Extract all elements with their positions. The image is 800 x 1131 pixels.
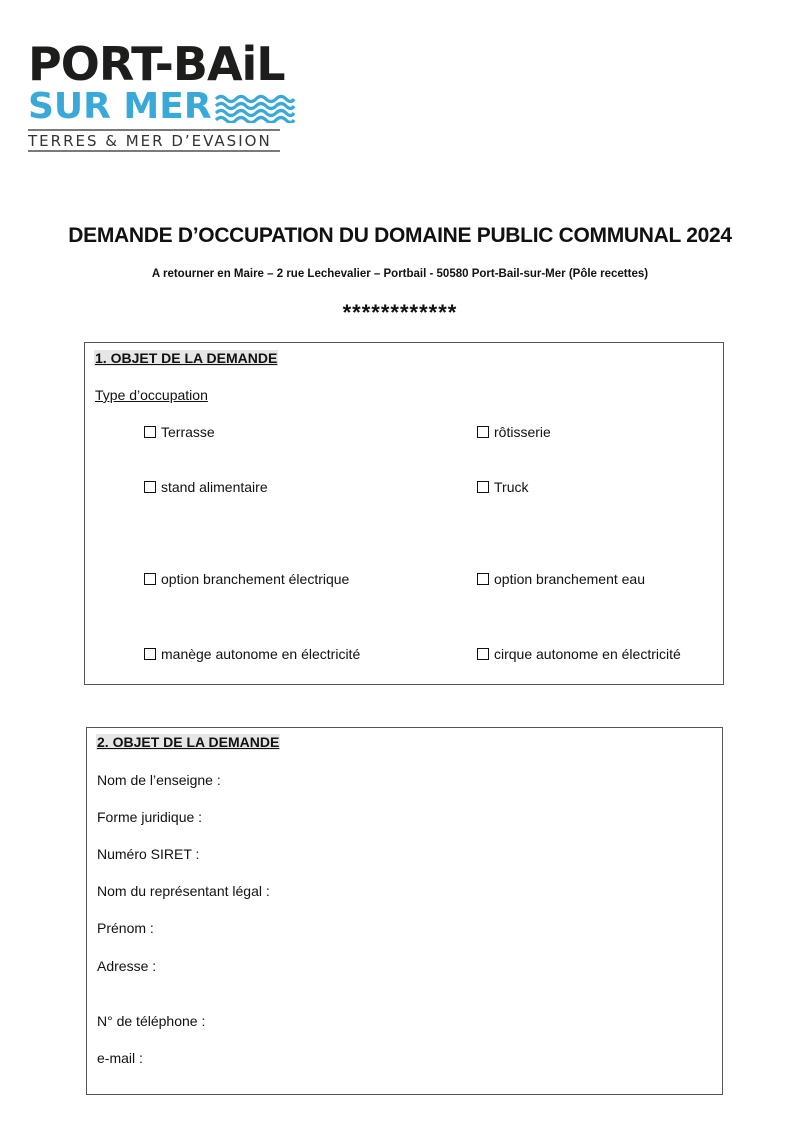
option-cirque-autonome[interactable] bbox=[477, 646, 681, 662]
checkbox-icon[interactable] bbox=[477, 426, 489, 438]
option-label: Truck bbox=[494, 479, 529, 495]
option-branchement-electrique[interactable] bbox=[144, 571, 349, 587]
option-label: stand alimentaire bbox=[161, 479, 268, 495]
option-label: rôtisserie bbox=[494, 424, 551, 440]
checkbox-icon[interactable] bbox=[477, 573, 489, 585]
option-label: manège autonome en électricité bbox=[161, 646, 361, 662]
option-rotisserie[interactable] bbox=[477, 424, 551, 440]
field-prenom: Prénom : bbox=[97, 920, 154, 936]
logo bbox=[28, 37, 288, 152]
field-nom-enseigne: Nom de l’enseigne : bbox=[97, 772, 221, 788]
logo-line-port-bail: PORT-BAiL bbox=[28, 37, 285, 91]
waves-icon bbox=[214, 93, 296, 123]
logo-line-sur-mer bbox=[28, 88, 288, 126]
checkbox-icon[interactable] bbox=[144, 481, 156, 493]
checkbox-icon[interactable] bbox=[477, 481, 489, 493]
option-terrasse[interactable] bbox=[144, 424, 215, 440]
section1-title: 1. OBJET DE LA DEMANDE bbox=[95, 350, 278, 366]
checkbox-icon[interactable] bbox=[144, 426, 156, 438]
section-occupation-type bbox=[84, 342, 724, 685]
section2-title: 2. OBJET DE LA DEMANDE bbox=[97, 734, 280, 750]
option-label: option branchement eau bbox=[494, 571, 645, 587]
logo-sur-mer-text: SUR MER bbox=[28, 86, 212, 127]
checkbox-icon[interactable] bbox=[144, 573, 156, 585]
option-manege-autonome[interactable] bbox=[144, 646, 360, 662]
section-applicant-info bbox=[86, 727, 723, 1095]
option-label: cirque autonome en électricité bbox=[494, 646, 681, 662]
option-label: option branchement électrique bbox=[161, 571, 350, 587]
checkbox-icon[interactable] bbox=[477, 648, 489, 660]
field-telephone: N° de téléphone : bbox=[97, 1013, 206, 1029]
document-title: DEMANDE D’OCCUPATION DU DOMAINE PUBLIC COMMUNAL 2024 bbox=[68, 224, 732, 247]
option-stand-alimentaire[interactable] bbox=[144, 479, 268, 495]
occupation-type-label: Type d’occupation bbox=[95, 387, 208, 403]
checkbox-icon[interactable] bbox=[144, 648, 156, 660]
separator-stars: ************ bbox=[342, 300, 458, 325]
field-forme-juridique: Forme juridique : bbox=[97, 809, 203, 825]
field-adresse: Adresse : bbox=[97, 958, 157, 974]
option-truck[interactable] bbox=[477, 479, 528, 495]
field-numero-siret: Numéro SIRET : bbox=[97, 846, 200, 862]
document-subtitle: A retourner en Maire – 2 rue Lechevalier – Portbail - 50580 Port-Bail-sur-Mer (Pôle recettes) bbox=[151, 268, 649, 280]
field-email: e-mail : bbox=[97, 1050, 143, 1066]
option-branchement-eau[interactable] bbox=[477, 571, 645, 587]
field-representant-legal: Nom du représentant légal : bbox=[97, 883, 270, 899]
option-label: Terrasse bbox=[161, 424, 215, 440]
logo-tagline: TERRES & MER D’EVASION bbox=[28, 129, 280, 152]
